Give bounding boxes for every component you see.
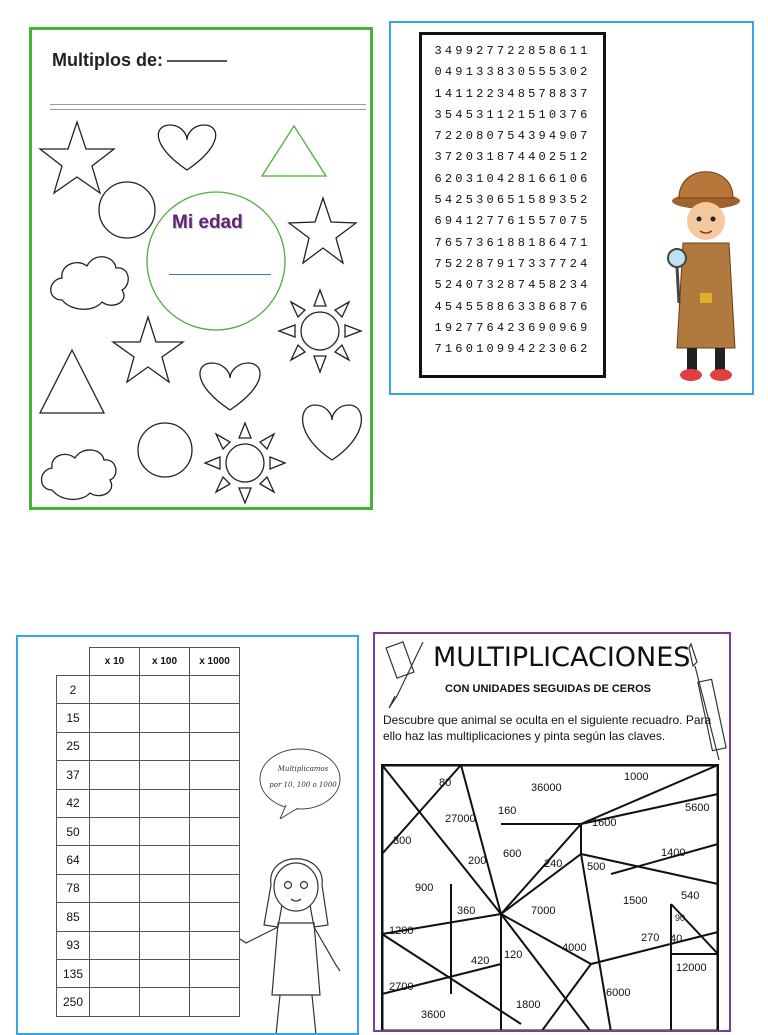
heart-icon: [158, 125, 215, 170]
row-number: 135: [57, 959, 90, 987]
age-label: Mi edad: [172, 212, 243, 233]
star-icon: [289, 198, 356, 263]
sun-icon: [279, 290, 361, 372]
puzzle-label: 120: [504, 949, 523, 961]
row-number: 2: [57, 676, 90, 704]
speech-text: Multiplicamos por 10, 100 o 1000: [269, 765, 337, 789]
table-row: [57, 676, 240, 704]
grid-row: 542530651589352: [434, 193, 591, 208]
table-row: [57, 846, 240, 874]
row-number: 250: [57, 988, 90, 1016]
grid-row: 349927722858611: [434, 44, 591, 58]
row-number: 64: [57, 846, 90, 874]
puzzle-label: 360: [457, 905, 476, 917]
table-row: [57, 931, 240, 959]
puzzle-label: 240: [544, 858, 563, 870]
table-row: [57, 817, 240, 845]
header-x10: x 10: [90, 648, 140, 676]
table-row: [57, 789, 240, 817]
grid-row: 141122348578837: [434, 86, 591, 101]
multiplos-title: Multiplos de:: [52, 50, 227, 71]
puzzle-label: 12000: [676, 962, 707, 974]
grid-row: 620310428166106: [434, 171, 591, 186]
puzzle-label: 160: [498, 805, 517, 817]
puzzle-label: 40: [670, 933, 683, 945]
grid-row: 049133830555302: [434, 65, 591, 80]
grid-row: 722080754394907: [434, 129, 591, 144]
multiplicaciones-subtitle: CON UNIDADES SEGUIDAS DE CEROS: [445, 683, 651, 695]
multiplication-table-worksheet: [16, 635, 359, 1035]
puzzle-label: 2700: [389, 981, 414, 993]
multiplos-worksheet: [29, 27, 373, 510]
puzzle-label: 36000: [531, 782, 562, 794]
table-row: [57, 988, 240, 1016]
puzzle-label: 1200: [389, 925, 414, 937]
row-number: 93: [57, 931, 90, 959]
puzzle-label: 1400: [661, 847, 686, 859]
puzzle-label: 3600: [421, 1009, 446, 1021]
header-x1000: x 1000: [190, 648, 240, 676]
puzzle-label: 1500: [623, 895, 648, 907]
table-row: [57, 959, 240, 987]
grid-row: 752287917337724: [434, 256, 591, 271]
puzzle-label: 500: [587, 861, 606, 873]
paintbrush-icon: [377, 638, 427, 713]
puzzle-label: 200: [468, 855, 487, 867]
row-number: 15: [57, 704, 90, 732]
table-row: [57, 732, 240, 760]
puzzle-label: 420: [471, 955, 490, 967]
puzzle-label: 6000: [606, 987, 631, 999]
grid-row: 454558863386876: [434, 299, 591, 314]
multiplicaciones-title: MULTIPLICACIONES: [433, 642, 691, 673]
triangle-icon: [262, 126, 326, 176]
grid-row: 524073287458234: [434, 278, 591, 293]
triangle-icon: [40, 350, 104, 413]
puzzle-label: 1000: [624, 771, 649, 783]
circle-icon: [99, 182, 155, 238]
grid-row: 765736188186471: [434, 235, 591, 250]
grid-row: 354531121510376: [434, 107, 591, 122]
table-row: [57, 704, 240, 732]
puzzle-label: 27000: [445, 813, 476, 825]
detective-icon: [661, 143, 751, 388]
number-grid-worksheet: [389, 21, 754, 395]
puzzle-label: 4000: [562, 942, 587, 954]
color-puzzle: [381, 764, 719, 1032]
grid-row: 192776423690969: [434, 320, 591, 335]
puzzle-label: 1600: [592, 817, 617, 829]
grid-row: 716010994223062: [434, 342, 591, 357]
row-number: 85: [57, 903, 90, 931]
multiplication-table: [56, 647, 240, 1017]
star-icon: [113, 317, 183, 382]
grid-row: 372031874402512: [434, 150, 591, 165]
row-number: 37: [57, 761, 90, 789]
cloud-icon: [51, 257, 129, 309]
girl-icon: [236, 845, 359, 1035]
cloud-icon: [42, 450, 116, 499]
puzzle-label: 900: [415, 882, 434, 894]
puzzle-label: 7000: [531, 905, 556, 917]
row-number: 50: [57, 817, 90, 845]
age-blank-line: [169, 274, 271, 275]
star-icon: [40, 122, 114, 193]
puzzle-label: 80: [439, 777, 452, 789]
sun-icon: [205, 423, 285, 503]
shapes-drawing: [32, 30, 370, 507]
grid-row: 694127761557075: [434, 214, 591, 229]
row-number: 78: [57, 874, 90, 902]
number-grid: [419, 32, 606, 378]
puzzle-label: 600: [503, 848, 522, 860]
puzzle-label: 540: [681, 890, 700, 902]
puzzle-label: 5600: [685, 802, 710, 814]
heart-icon: [303, 405, 362, 460]
multiplicaciones-worksheet: [373, 632, 731, 1032]
header-x100: x 100: [140, 648, 190, 676]
heart-icon: [200, 363, 260, 410]
table-row: [57, 761, 240, 789]
circle-icon: [138, 423, 192, 477]
puzzle-label: 90: [675, 913, 686, 923]
multiplicaciones-instructions: Descubre que animal se oculta en el siguiente recuadro. Para ello haz las multiplicaciones y pinta según las claves.: [383, 713, 712, 743]
row-number: 42: [57, 789, 90, 817]
puzzle-label: 300: [393, 835, 412, 847]
puzzle-label: 270: [641, 932, 660, 944]
puzzle-label: 1800: [516, 999, 541, 1011]
row-number: 25: [57, 732, 90, 760]
table-row: [57, 874, 240, 902]
table-row: [57, 903, 240, 931]
